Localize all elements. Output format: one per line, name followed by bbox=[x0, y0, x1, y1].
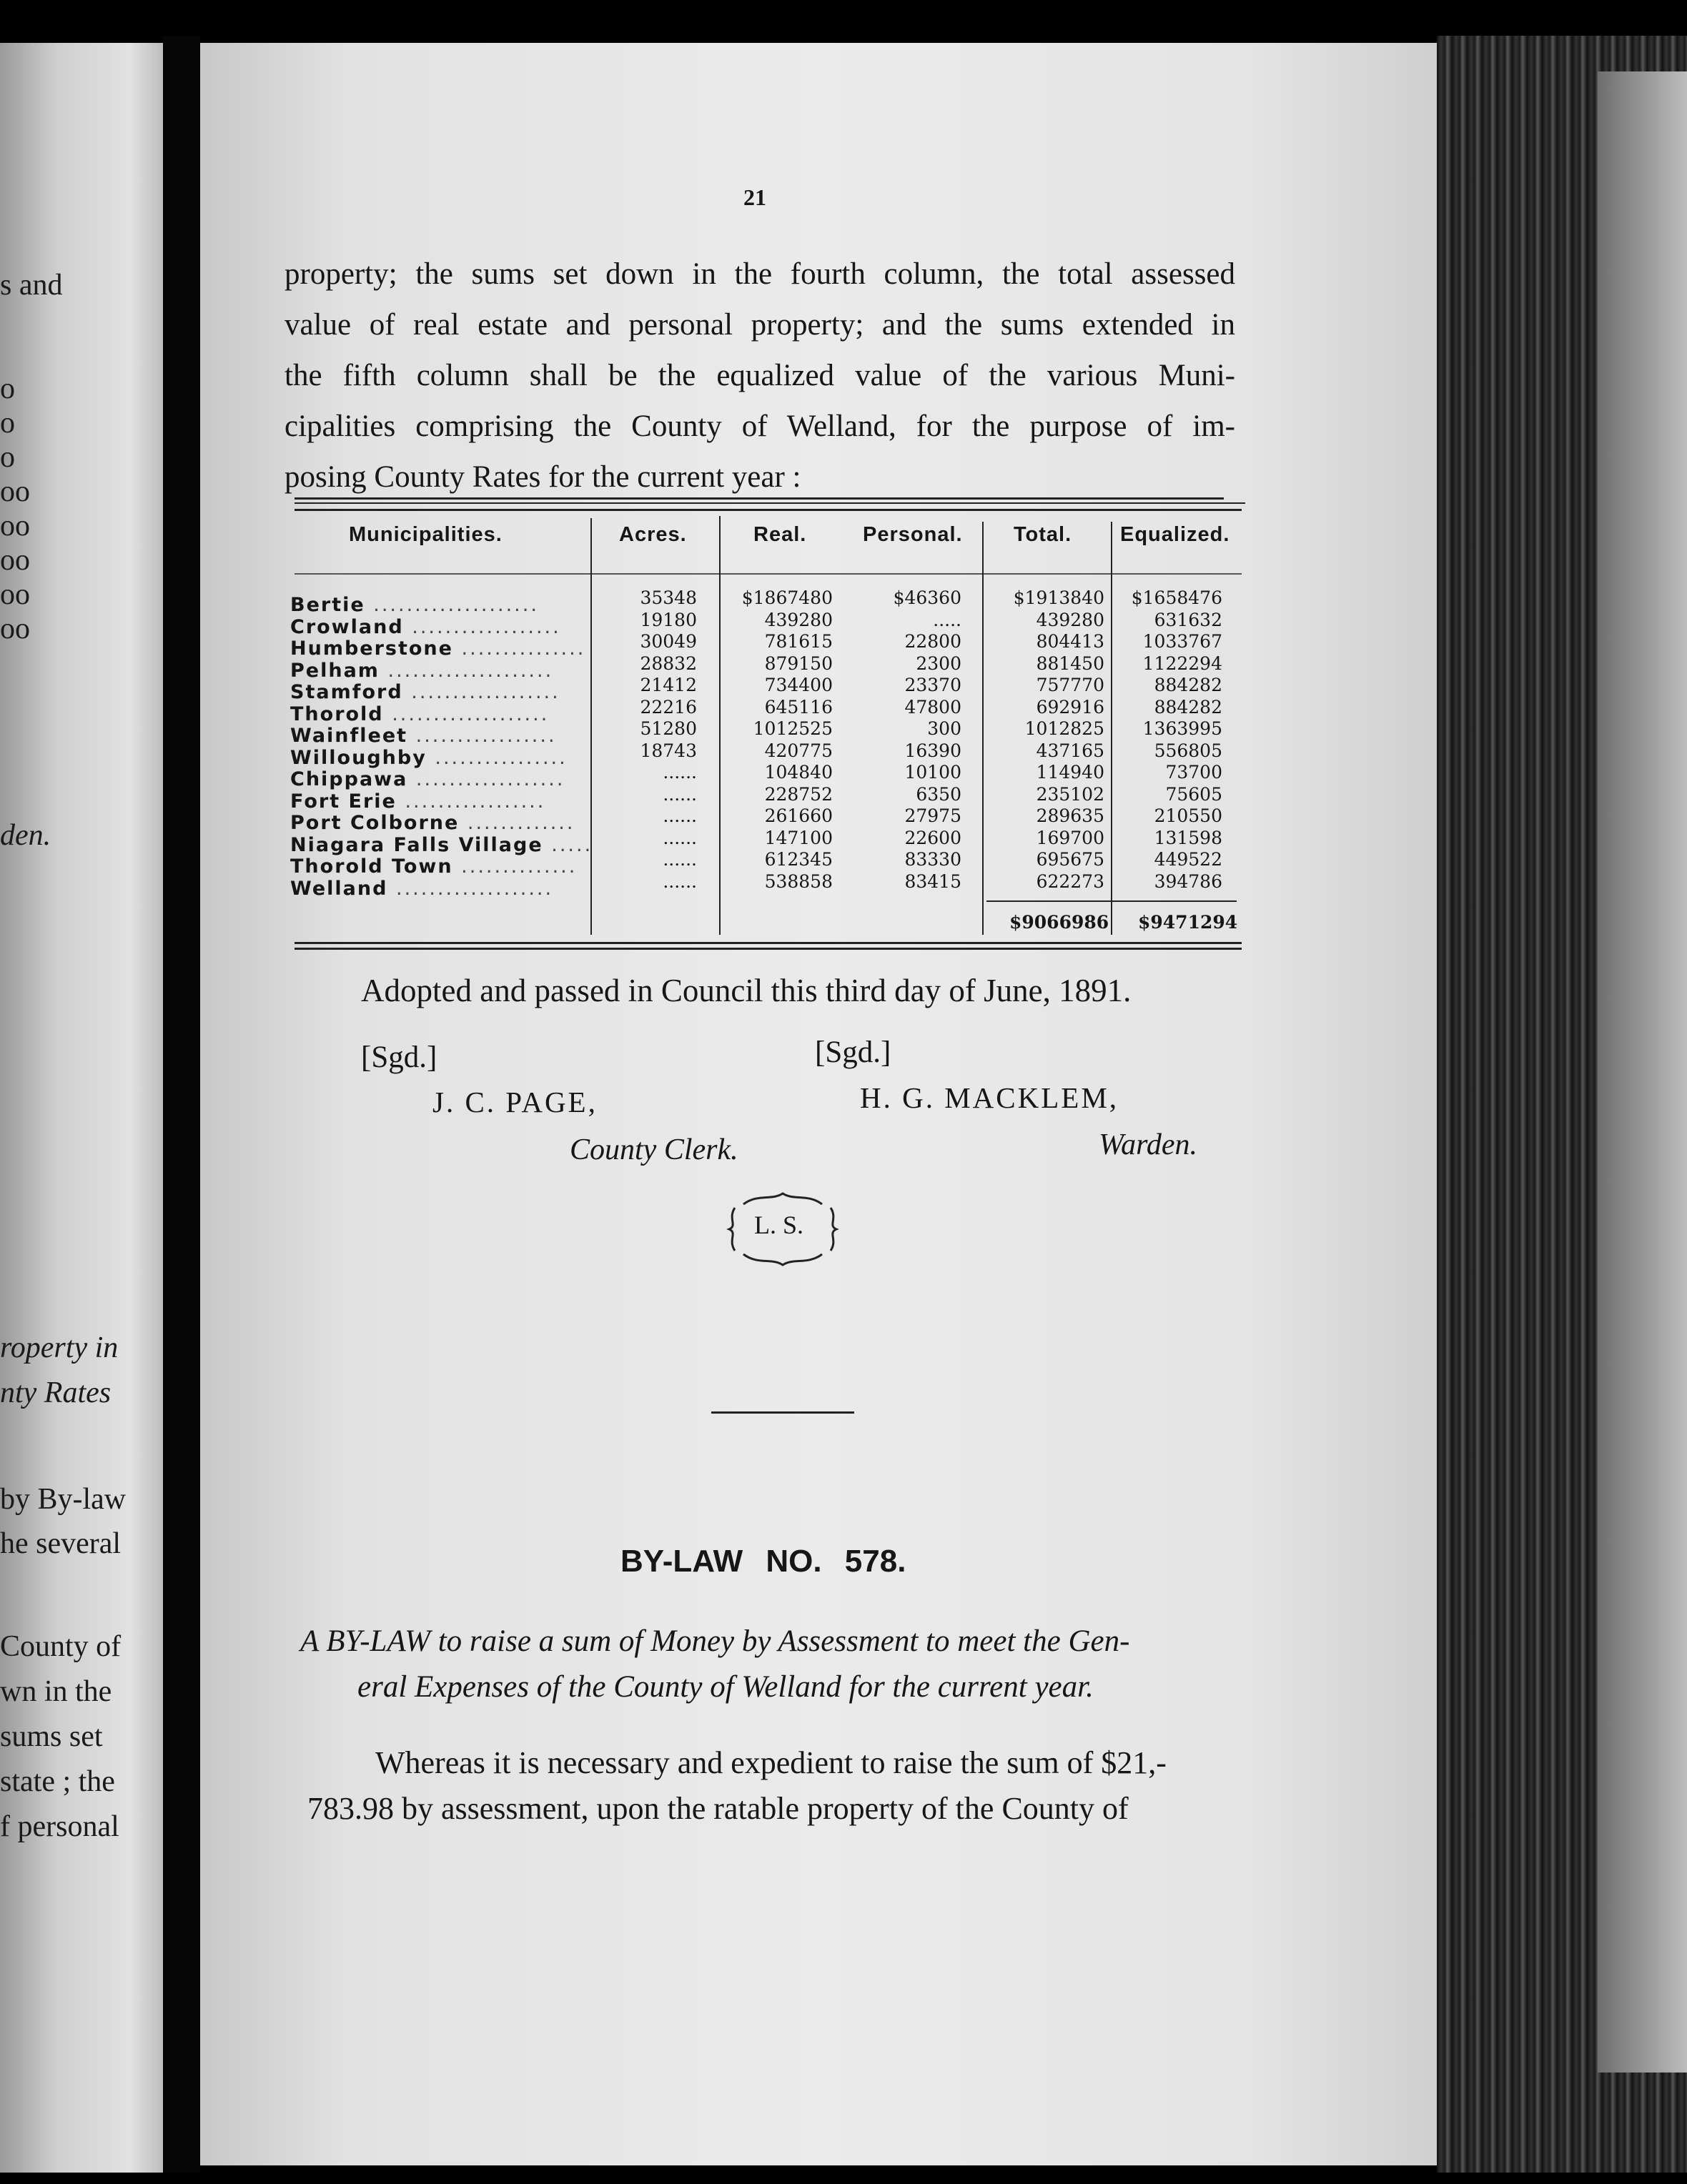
table-bottom-rule-2 bbox=[295, 948, 1242, 950]
grand-total-total: $9066986 bbox=[1009, 912, 1109, 933]
table-cell-real: $1867480 bbox=[741, 587, 833, 608]
clerk-name: J. C. PAGE, bbox=[432, 1086, 598, 1118]
table-row-name: Niagara Falls Village ..... bbox=[290, 833, 593, 856]
table-cell-total: 881450 bbox=[1036, 652, 1104, 674]
table-cell-equalized: 884282 bbox=[1154, 675, 1222, 695]
table-cell-acres: ...... bbox=[663, 805, 697, 826]
table-cell-acres: 30049 bbox=[640, 631, 697, 652]
locus-sigilli-seal bbox=[722, 1183, 844, 1269]
table-cell-real: 645116 bbox=[764, 696, 833, 718]
table-cell-personal: 2300 bbox=[916, 652, 961, 674]
header-municipalities: Municipalities. bbox=[349, 523, 503, 546]
left-page-fragment: o bbox=[0, 407, 15, 440]
right-sgd: [Sgd.] bbox=[815, 1036, 891, 1069]
whereas-line: 783.98 by assessment, upon the ratable property of the County of bbox=[307, 1791, 1129, 1826]
table-cell-acres: ...... bbox=[663, 762, 697, 783]
municipality-name: Fort Erie bbox=[290, 790, 397, 813]
intro-line: the fifth column shall be the equalized value of the various Muni- bbox=[285, 359, 1235, 392]
municipality-name: Thorold Town bbox=[290, 855, 453, 878]
personal-column bbox=[851, 587, 961, 893]
equalized-column bbox=[1112, 587, 1222, 893]
municipality-name: Thorold bbox=[290, 703, 384, 725]
table-cell-equalized: 73700 bbox=[1165, 762, 1222, 783]
table-top-rule bbox=[295, 497, 1224, 500]
table-row-name: Chippawa .................. bbox=[290, 768, 565, 790]
table-cell-personal: 6350 bbox=[916, 783, 961, 805]
table-cell-total: 757770 bbox=[1036, 675, 1104, 695]
table-cell-total: 695675 bbox=[1036, 849, 1104, 870]
left-page-fragment: oo bbox=[0, 612, 30, 645]
municipality-name: Niagara Falls Village bbox=[290, 833, 543, 856]
table-cell-equalized: 131598 bbox=[1154, 827, 1222, 848]
table-cell-equalized: 210550 bbox=[1154, 805, 1222, 826]
table-row-name: Port Colborne ............. bbox=[290, 812, 575, 834]
header-acres: Acres. bbox=[619, 523, 687, 546]
table-cell-acres: 18743 bbox=[640, 740, 697, 761]
left-page-fragment: by By-law bbox=[0, 1483, 127, 1516]
table-row-name: Thorold ................... bbox=[290, 703, 550, 725]
table-cell-real: 147100 bbox=[764, 827, 833, 848]
table-cell-real: 104840 bbox=[764, 762, 833, 783]
table-cell-acres: ...... bbox=[663, 849, 697, 870]
municipality-name: Crowland bbox=[290, 615, 404, 638]
table-row-name: Stamford .................. bbox=[290, 681, 560, 703]
header-personal: Personal. bbox=[863, 523, 963, 546]
table-cell-total: 114940 bbox=[1036, 762, 1104, 783]
page-number: 21 bbox=[743, 184, 766, 210]
table-cell-total: 437165 bbox=[1036, 740, 1104, 761]
table-cell-real: 612345 bbox=[764, 849, 833, 870]
header-equalized: Equalized. bbox=[1120, 523, 1230, 546]
table-cell-equalized: 394786 bbox=[1154, 870, 1222, 892]
municipality-name: Wainfleet bbox=[290, 725, 408, 747]
table-cell-real: 420775 bbox=[764, 740, 833, 761]
left-page-fragment: state ; the bbox=[0, 1765, 115, 1798]
table-bottom-rule bbox=[295, 942, 1242, 944]
table-cell-real: 781615 bbox=[764, 631, 833, 652]
table-cell-equalized: 1363995 bbox=[1142, 718, 1222, 739]
sum-rule bbox=[986, 900, 1237, 902]
table-cell-acres: 22216 bbox=[640, 696, 697, 718]
adopted-statement: Adopted and passed in Council this third day of June, 1891. bbox=[361, 973, 1132, 1008]
table-cell-acres: ...... bbox=[663, 870, 697, 892]
table-cell-total: 622273 bbox=[1036, 870, 1104, 892]
whereas-line: Whereas it is necessary and expedient to raise the sum of $21,- bbox=[375, 1745, 1167, 1780]
table-cell-total: 1012825 bbox=[1024, 718, 1104, 739]
column-divider bbox=[982, 522, 984, 935]
table-cell-personal: 83415 bbox=[904, 870, 961, 892]
table-cell-equalized: 1033767 bbox=[1142, 631, 1222, 652]
intro-paragraph bbox=[285, 249, 1235, 502]
municipality-name: Welland bbox=[290, 877, 388, 900]
table-cell-total: $1913840 bbox=[1013, 587, 1104, 608]
table-row-name: Thorold Town .............. bbox=[290, 855, 578, 878]
table-row-name: Bertie .................... bbox=[290, 594, 539, 616]
table-cell-real: 1012525 bbox=[753, 718, 833, 739]
whereas-paragraph bbox=[307, 1740, 1265, 1832]
clerk-title: County Clerk. bbox=[570, 1133, 738, 1166]
municipality-name: Willoughby bbox=[290, 746, 427, 769]
municipality-name: Stamford bbox=[290, 681, 403, 703]
municipality-name: Chippawa bbox=[290, 768, 408, 790]
table-cell-equalized: 631632 bbox=[1154, 609, 1222, 630]
table-row-name: Willoughby ................ bbox=[290, 746, 568, 769]
municipality-name: Pelham bbox=[290, 659, 380, 682]
warden-title: Warden. bbox=[1099, 1128, 1198, 1161]
table-row-name: Welland ................... bbox=[290, 877, 554, 900]
table-cell-equalized: 884282 bbox=[1154, 696, 1222, 718]
table-cell-equalized: 1122294 bbox=[1142, 652, 1222, 674]
table-cell-equalized: $1658476 bbox=[1131, 587, 1222, 608]
table-cell-personal: 300 bbox=[927, 718, 961, 739]
table-cell-personal: 27975 bbox=[904, 805, 961, 826]
left-page-fragment: nty Rates bbox=[0, 1376, 112, 1409]
table-cell-personal: 47800 bbox=[904, 696, 961, 718]
table-cell-real: 538858 bbox=[764, 870, 833, 892]
table-cell-personal: 23370 bbox=[904, 675, 961, 695]
table-cell-total: 289635 bbox=[1036, 805, 1104, 826]
municipality-name: Port Colborne bbox=[290, 812, 460, 834]
total-column bbox=[986, 587, 1104, 893]
table-cell-equalized: 75605 bbox=[1165, 783, 1222, 805]
table-cell-personal: 10100 bbox=[904, 762, 961, 783]
section-divider bbox=[711, 1411, 854, 1414]
page-stack-highlight bbox=[1598, 71, 1687, 2073]
left-page-fragment: sums set bbox=[0, 1720, 103, 1753]
left-page-fragment: f personal bbox=[0, 1810, 119, 1843]
header-real: Real. bbox=[753, 523, 807, 546]
table-cell-personal: $46360 bbox=[893, 587, 961, 608]
table-cell-total: 235102 bbox=[1036, 783, 1104, 805]
table-cell-equalized: 556805 bbox=[1154, 740, 1222, 761]
left-sgd: [Sgd.] bbox=[361, 1041, 437, 1074]
facing-left-page bbox=[0, 43, 163, 2173]
left-page-fragment: o bbox=[0, 441, 15, 474]
table-cell-acres: ...... bbox=[663, 827, 697, 848]
table-cell-personal: 16390 bbox=[904, 740, 961, 761]
bylaw-subtitle-line: A BY-LAW to raise a sum of Money by Assessment to meet the Gen- bbox=[300, 1624, 1130, 1658]
bylaw-title: BY-LAW NO. 578. bbox=[620, 1544, 906, 1579]
table-top-rule-3 bbox=[295, 509, 1242, 511]
table-cell-personal: 22800 bbox=[904, 631, 961, 652]
table-cell-acres: 21412 bbox=[640, 675, 697, 695]
table-cell-acres: 51280 bbox=[640, 718, 697, 739]
intro-line: value of real estate and personal property; and the sums extended in bbox=[285, 308, 1235, 342]
table-cell-acres: 35348 bbox=[640, 587, 697, 608]
municipality-name: Humberstone bbox=[290, 637, 453, 660]
left-page-fragment: oo bbox=[0, 544, 30, 577]
table-cell-real: 439280 bbox=[764, 609, 833, 630]
header-total: Total. bbox=[1014, 523, 1072, 546]
table-cell-real: 734400 bbox=[764, 675, 833, 695]
warden-name: H. G. MACKLEM, bbox=[860, 1081, 1119, 1114]
municipality-names bbox=[290, 595, 593, 900]
left-page-fragment: oo bbox=[0, 475, 30, 508]
table-row-name: Wainfleet ................. bbox=[290, 725, 557, 747]
bylaw-subtitle-line: eral Expenses of the County of Welland for the current year. bbox=[357, 1670, 1094, 1704]
left-page-fragment: roperty in bbox=[0, 1331, 119, 1364]
table-cell-personal: 22600 bbox=[904, 827, 961, 848]
intro-line: property; the sums set down in the fourth column, the total assessed bbox=[285, 257, 1235, 291]
grand-total-equalized: $9471294 bbox=[1138, 912, 1238, 933]
table-cell-total: 439280 bbox=[1036, 609, 1104, 630]
intro-line: cipalities comprising the County of Welland, for the purpose of im- bbox=[285, 409, 1235, 443]
left-page-fragment: oo bbox=[0, 578, 30, 611]
book-gutter bbox=[163, 36, 200, 2173]
table-row-name: Fort Erie ................. bbox=[290, 790, 546, 813]
table-cell-real: 228752 bbox=[764, 783, 833, 805]
table-cell-acres: ...... bbox=[663, 783, 697, 805]
intro-line: posing County Rates for the current year : bbox=[285, 460, 801, 494]
municipality-name: Bertie bbox=[290, 594, 365, 616]
table-top-rule-2 bbox=[295, 502, 1245, 504]
table-row-name: Humberstone ............... bbox=[290, 637, 586, 660]
table-cell-personal: ..... bbox=[933, 609, 961, 630]
left-page-fragment: o bbox=[0, 372, 15, 405]
table-cell-total: 169700 bbox=[1036, 827, 1104, 848]
table-cell-real: 261660 bbox=[764, 805, 833, 826]
table-cell-total: 804413 bbox=[1036, 631, 1104, 652]
left-page-fragment: s and bbox=[0, 269, 63, 302]
left-page-fragment: den. bbox=[0, 819, 51, 852]
left-page-fragment: County of bbox=[0, 1630, 122, 1663]
table-cell-real: 879150 bbox=[764, 652, 833, 674]
left-page-fragment: oo bbox=[0, 510, 30, 542]
table-cell-total: 692916 bbox=[1036, 696, 1104, 718]
real-column bbox=[704, 587, 833, 893]
table-row-name: Pelham .................... bbox=[290, 659, 554, 682]
acres-column bbox=[586, 587, 697, 893]
left-page-fragment: he several bbox=[0, 1527, 122, 1560]
seal-text: L. S. bbox=[754, 1211, 804, 1239]
header-rule bbox=[295, 573, 1242, 575]
table-cell-acres: 19180 bbox=[640, 609, 697, 630]
table-cell-equalized: 449522 bbox=[1154, 849, 1222, 870]
bylaw-subtitle bbox=[300, 1619, 1237, 1710]
left-page-fragment: wn in the bbox=[0, 1675, 112, 1708]
table-cell-personal: 83330 bbox=[904, 849, 961, 870]
table-cell-acres: 28832 bbox=[640, 652, 697, 674]
table-row-name: Crowland .................. bbox=[290, 615, 561, 638]
